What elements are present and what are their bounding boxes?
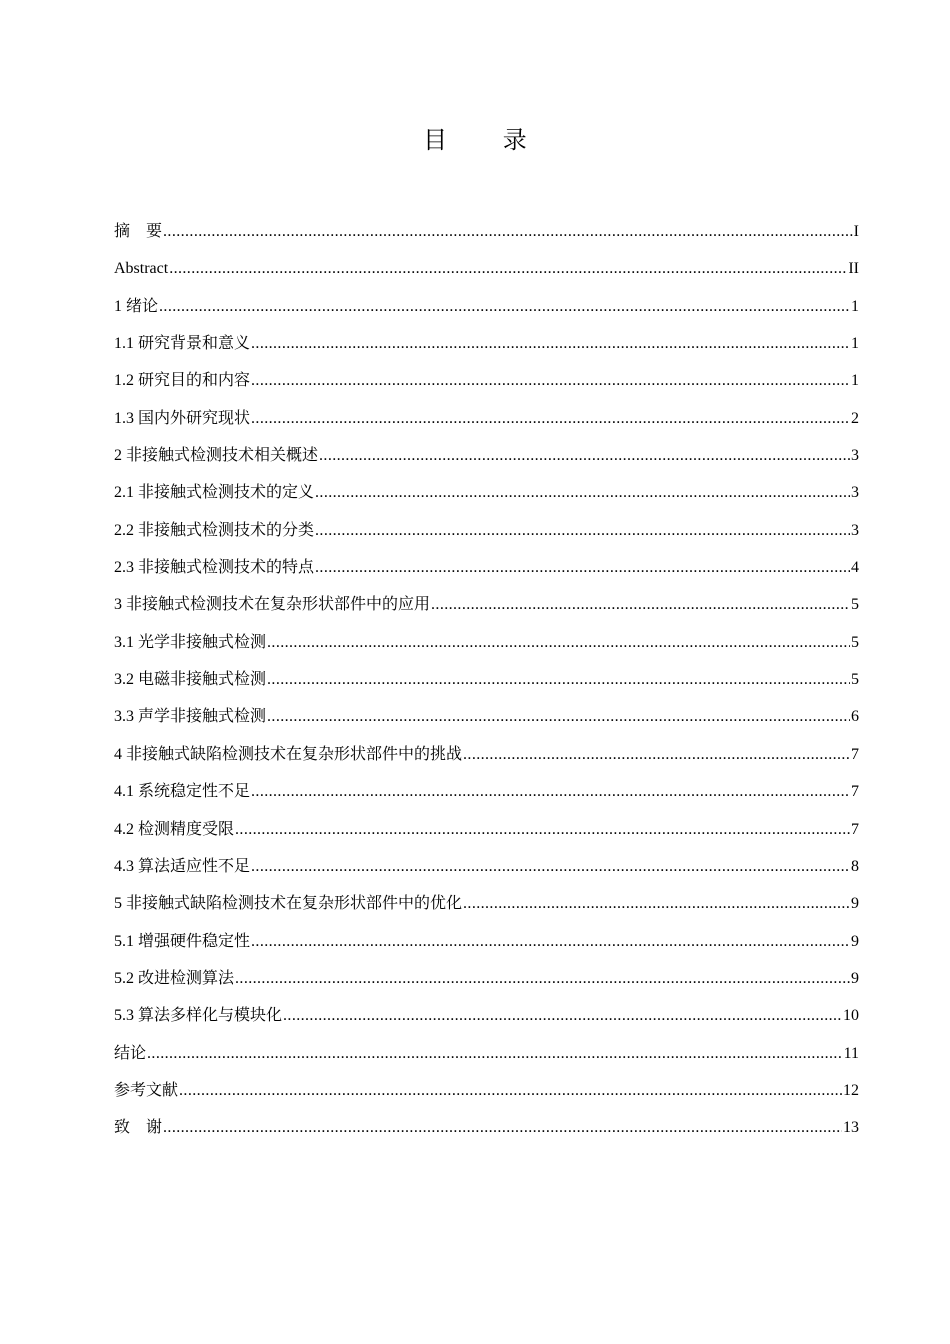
- toc-entry-page: 7: [851, 783, 859, 801]
- dot-leader: [179, 1079, 842, 1103]
- dot-leader: [463, 892, 850, 916]
- toc-entry-label: 1.2 研究目的和内容: [114, 372, 251, 390]
- toc-entry[interactable]: [114, 556, 859, 593]
- toc-entry-page: 9: [851, 895, 859, 913]
- dot-leader: [283, 1004, 842, 1028]
- toc-entry-label: 1.1 研究背景和意义: [114, 335, 251, 353]
- toc-entry-label: 5.3 算法多样化与模块化: [114, 1007, 283, 1025]
- toc-entry-label: 3.1 光学非接触式检测: [114, 633, 267, 651]
- toc-entry-page: 1: [851, 372, 859, 390]
- toc-entry-label: 4.3 算法适应性不足: [114, 857, 251, 875]
- dot-leader: [163, 1116, 842, 1140]
- toc-entry[interactable]: [114, 705, 859, 742]
- toc-entry-label: 4.2 检测精度受限: [114, 820, 235, 838]
- toc-entry-label: 4 非接触式缺陷检测技术在复杂形状部件中的挑战: [114, 745, 463, 763]
- toc-entry[interactable]: [114, 407, 859, 444]
- toc-entry-page: 6: [851, 708, 859, 726]
- toc-entry-page: 10: [843, 1007, 859, 1025]
- dot-leader: [235, 818, 850, 842]
- toc-entry-label: 2.1 非接触式检测技术的定义: [114, 484, 315, 502]
- toc-entry-label: 3 非接触式检测技术在复杂形状部件中的应用: [114, 596, 431, 614]
- toc-entry-label: 2.3 非接触式检测技术的特点: [114, 559, 315, 577]
- dot-leader: [235, 967, 850, 991]
- dot-leader: [267, 668, 850, 692]
- toc-entry[interactable]: [114, 967, 859, 1004]
- toc-entry-page: 4: [851, 559, 859, 577]
- page-title: 目 录: [423, 126, 551, 154]
- dot-leader: [267, 631, 850, 655]
- dot-leader: [315, 519, 850, 543]
- dot-leader: [251, 369, 850, 393]
- toc-entry[interactable]: [114, 481, 859, 518]
- toc-entry-page: 12: [843, 1081, 859, 1099]
- dot-leader: [251, 332, 850, 356]
- toc-entry[interactable]: [114, 593, 859, 630]
- dot-leader: [315, 481, 850, 505]
- toc-entry[interactable]: [114, 668, 859, 705]
- dot-leader: [319, 444, 850, 468]
- dot-leader: [169, 257, 847, 281]
- toc-entry[interactable]: [114, 743, 859, 780]
- toc-entry[interactable]: [114, 1116, 859, 1153]
- toc-entry-page: 9: [851, 932, 859, 950]
- toc-entry-page: II: [848, 260, 859, 278]
- toc-entry[interactable]: [114, 892, 859, 929]
- toc-entry[interactable]: [114, 631, 859, 668]
- toc-entry-page: 8: [851, 857, 859, 875]
- toc-entry[interactable]: [114, 220, 859, 257]
- toc-entry[interactable]: [114, 818, 859, 855]
- toc-entry[interactable]: [114, 519, 859, 556]
- dot-leader: [251, 930, 850, 954]
- toc-entry-page: 2: [851, 409, 859, 427]
- toc-entry[interactable]: [114, 295, 859, 332]
- dot-leader: [315, 556, 850, 580]
- toc-entry-page: 3: [851, 484, 859, 502]
- toc-entry-page: 7: [851, 745, 859, 763]
- dot-leader: [251, 780, 850, 804]
- toc-entry-page: 3: [851, 521, 859, 539]
- toc-entry-label: 摘 要: [114, 223, 163, 240]
- toc-entry-page: 5: [851, 596, 859, 614]
- toc-entry-label: 参考文献: [114, 1081, 179, 1099]
- toc-entry-label: 2 非接触式检测技术相关概述: [114, 447, 319, 465]
- toc-entry-label: 致 谢: [114, 1119, 163, 1137]
- toc-entry-page: 3: [851, 447, 859, 465]
- toc-entry[interactable]: [114, 257, 859, 294]
- dot-leader: [463, 743, 850, 767]
- toc-entry-label: 2.2 非接触式检测技术的分类: [114, 521, 315, 539]
- toc-entry[interactable]: [114, 332, 859, 369]
- toc-entry-page: 7: [851, 820, 859, 838]
- dot-leader: [251, 855, 850, 879]
- toc-entry-label: 3.2 电磁非接触式检测: [114, 671, 267, 689]
- toc-entry-page: 5: [851, 633, 859, 651]
- toc-entry-label: 5 非接触式缺陷检测技术在复杂形状部件中的优化: [114, 895, 463, 913]
- dot-leader: [251, 407, 850, 431]
- toc-entry-label: 5.2 改进检测算法: [114, 969, 235, 987]
- dot-leader: [159, 295, 850, 319]
- toc-entry-page: 5: [851, 671, 859, 689]
- dot-leader: [431, 593, 850, 617]
- toc-entry-page: 11: [843, 1044, 859, 1062]
- toc-entry-label: Abstract: [114, 260, 169, 278]
- toc-entry-label: 3.3 声学非接触式检测: [114, 708, 267, 726]
- toc-entry-label: 1.3 国内外研究现状: [114, 409, 251, 427]
- dot-leader: [163, 220, 853, 244]
- toc-entry[interactable]: [114, 1004, 859, 1041]
- toc-entry-label: 4.1 系统稳定性不足: [114, 783, 251, 801]
- toc-entry[interactable]: [114, 1042, 859, 1079]
- toc-entry-page: 1: [851, 335, 859, 353]
- toc-entry-label: 1 绪论: [114, 297, 159, 315]
- toc-entry-label: 结论: [114, 1044, 147, 1062]
- dot-leader: [267, 705, 850, 729]
- toc-entry-label: 5.1 增强硬件稳定性: [114, 932, 251, 950]
- toc-entry[interactable]: [114, 855, 859, 892]
- toc-entry-page: I: [853, 223, 859, 240]
- toc-entry-page: 1: [851, 297, 859, 315]
- toc-entry[interactable]: [114, 369, 859, 406]
- toc-entry-page: 9: [851, 969, 859, 987]
- table-of-contents: [114, 220, 859, 1154]
- toc-entry[interactable]: [114, 1079, 859, 1116]
- toc-entry[interactable]: [114, 444, 859, 481]
- toc-entry-page: 13: [843, 1119, 859, 1137]
- toc-entry[interactable]: [114, 930, 859, 967]
- dot-leader: [147, 1042, 843, 1066]
- toc-entry[interactable]: [114, 780, 859, 817]
